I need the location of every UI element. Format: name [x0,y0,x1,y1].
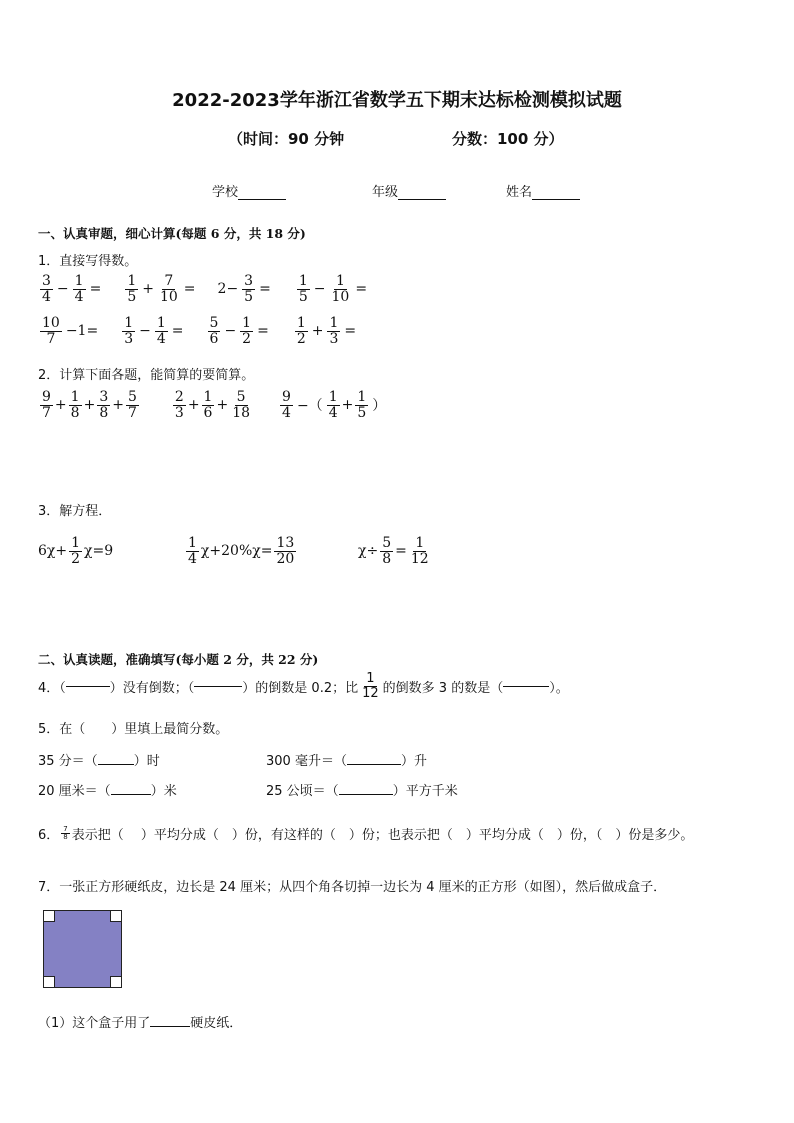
cut-corner [43,910,55,922]
grade-label: 年级 [372,185,399,200]
answer-blank[interactable] [66,686,110,687]
answer-blank[interactable] [98,764,134,765]
section1-heading: 一、认真审题，细心计算(每题 6 分，共 18 分) [38,226,306,241]
exam-score: 分数：100 分） [452,130,564,148]
fraction: $\frac{1}{3}$ [329,315,339,347]
q6: 6． $\frac{7}{8}$ 表示把（ ）平均分成（ ）份，有这样的（ ）份；也表示把（ ）平均分成（ ）份，（ ）份是多少。 [38,824,694,843]
answer-blank[interactable] [150,1026,190,1027]
q5-item1: 35 分＝（ ）时 [38,754,160,769]
grade-blank[interactable] [398,185,446,200]
cut-corner [43,976,55,988]
q2-expressions: $\frac{9}{7}$ + $\frac{1}{8}$ + $\frac{3}{8}$ + $\frac{5}{7}$ $\frac{2}{3}$ + $\frac{1}{6}$ + $\frac{5}{18}$ $\frac{9}{4}$ −（ $\frac{1}{4}$ + $\frac{1}{5}$ ） [42,389,387,421]
q3-eq3: χ÷ $\frac{5}{8}$ = $\frac{1}{12}$ [358,535,429,567]
exam-time: （时间：90 分钟 [228,130,345,148]
fraction: $\frac{1}{2}$ [296,315,306,347]
name-blank[interactable] [532,185,580,200]
fraction: $\frac{1}{4}$ [74,273,84,305]
answer-blank[interactable] [194,686,242,687]
q1-row1: $\frac{3}{4}$ − $\frac{1}{4}$ = $\frac{1}{5}$ + $\frac{7}{10}$ = 2− $\frac{3}{5}$ = $\frac{1}{5}$ − $\frac{1}{10}$ = [42,273,368,305]
q1-label: 1．直接写得数。 [38,254,138,269]
fraction: $\frac{5}{6}$ [209,315,219,347]
q4: 4．（ ）没有倒数；（ ）的倒数是 0.2；比 $\frac{1}{12}$ 的倒数多 3 的数是（ ）。 [38,671,569,701]
q7-sub1: （1）这个盒子用了 硬皮纸． [38,1016,243,1031]
square-cardboard-figure [43,910,122,988]
q3-eq1: 6χ+ $\frac{1}{2}$ χ=9 [38,535,114,567]
page-title: 2022-2023学年浙江省数学五下期末达标检测模拟试题 [172,90,622,111]
section2-heading: 二、认真读题，准确填写(每小题 2 分，共 22 分) [38,652,319,667]
fraction: $\frac{3}{5}$ [244,273,254,305]
answer-blank[interactable] [339,794,393,795]
answer-blank[interactable] [503,686,549,687]
fraction: $\frac{1}{3}$ [124,315,134,347]
q2-label: 2．计算下面各题，能简算的要简算。 [38,368,255,383]
q5-item3: 20 厘米＝（ ）米 [38,784,177,799]
fraction: $\frac{1}{10}$ [331,273,350,305]
answer-blank[interactable] [347,764,401,765]
school-label: 学校 [212,185,239,200]
fraction: $\frac{10}{7}$ [42,315,60,347]
fraction: $\frac{7}{10}$ [159,273,178,305]
name-label: 姓名 [506,185,533,200]
school-blank[interactable] [238,185,286,200]
cut-corner [110,976,122,988]
q3-eq2: $\frac{1}{4}$ χ+20%χ= $\frac{13}{20}$ [188,535,295,567]
q5-item4: 25 公顷＝（ ）平方千米 [266,784,458,799]
q5-item2: 300 毫升＝（ ）升 [266,754,427,769]
q1-row2: $\frac{10}{7}$ −1= $\frac{1}{3}$ − $\frac{1}{4}$ = $\frac{5}{6}$ − $\frac{1}{2}$ = $\frac{1}{2}$ + $\frac{1}{3}$ = [42,315,357,347]
fraction: $\frac{1}{5}$ [127,273,137,305]
q5-label: 5．在（ ）里填上最简分数。 [38,722,229,737]
name-field[interactable] [506,181,580,200]
fraction: $\frac{1}{5}$ [298,273,308,305]
school-field[interactable] [212,181,286,200]
fraction: $\frac{1}{2}$ [242,315,252,347]
answer-blank[interactable] [111,794,151,795]
fraction: $\frac{3}{4}$ [42,273,51,305]
q7-text: 7．一张正方形硬纸皮，边长是 24 厘米；从四个角各切掉一边长为 4 厘米的正方形（如图），然后做成盒子． [38,880,667,895]
fraction: $\frac{1}{4}$ [156,315,166,347]
q3-label: 3．解方程． [38,504,112,519]
cut-corner [110,910,122,922]
grade-field[interactable] [372,181,446,200]
